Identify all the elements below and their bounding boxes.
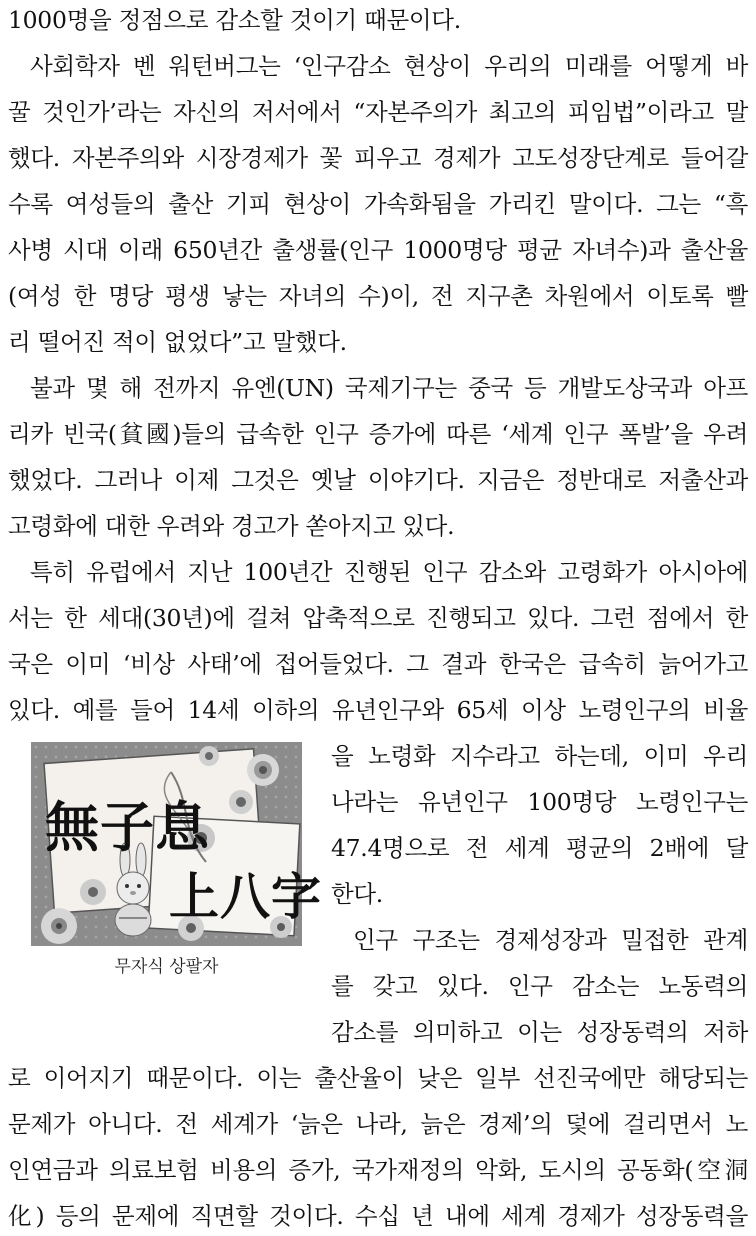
hanja-title-bottom: 上八字 <box>169 867 322 926</box>
body-line-4: 했다. 자본주의와 시장경제가 꽃 피우고 경제가 고도성장단계로 들어갈 <box>8 144 748 172</box>
body-line-14: 서는 한 세대(30년)에 걸쳐 압축적으로 진행되고 있다. 그런 점에서 한 <box>8 604 748 632</box>
illustration-figure <box>31 742 322 946</box>
body-line-25: 문제가 아니다. 전 세계가 ‘늙은 나라, 늙은 경제’의 덫에 걸리면서 노 <box>8 1110 748 1138</box>
body-line-3: 꿀 것인가’라는 자신의 저서에서 “자본주의가 최고의 피임법”이라고 말 <box>8 98 748 126</box>
hanja-title-top: 無子息 <box>45 795 210 859</box>
body-line-13: 특히 유럽에서 지난 100년간 진행된 인구 감소와 고령화가 아시아에 <box>30 558 748 586</box>
body-line-9: 불과 몇 해 전까지 유엔(UN) 국제기구는 중국 등 개발도상국과 아프 <box>30 374 748 402</box>
body-line-2: 사회학자 벤 워턴버그는 ‘인구감소 현상이 우리의 미래를 어떻게 바 <box>30 52 748 80</box>
body-line-27: 化) 등의 문제에 직면할 것이다. 수십 년 내에 세계 경제가 성장동력을 <box>8 1202 748 1230</box>
body-line-20: 한다. <box>331 880 383 908</box>
body-line-11: 했었다. 그러나 이제 그것은 옛날 이야기다. 지금은 정반대로 저출산과 <box>8 466 748 494</box>
body-line-8: 리 떨어진 적이 없었다”고 말했다. <box>8 328 347 356</box>
body-line-10: 리카 빈국(貧國)들의 급속한 인구 증가에 따른 ‘세계 인구 폭발’을 우려 <box>8 420 748 448</box>
body-line-12: 고령화에 대한 우려와 경고가 쏟아지고 있다. <box>8 512 455 540</box>
body-line-23: 감소를 의미하고 이는 성장동력의 저하 <box>331 1018 748 1046</box>
flower-icon-6 <box>80 879 106 905</box>
body-line-7: (여성 한 명당 평생 낳는 자녀의 수)이, 전 지구촌 차원에서 이토록 빨 <box>8 282 748 310</box>
figure-caption: 무자식 상팔자 <box>114 957 219 977</box>
body-line-5: 수록 여성들의 출산 기피 현상이 가속화됨을 가리킨 말이다. 그는 “흑 <box>8 190 748 218</box>
body-line-24: 로 이어지기 때문이다. 이는 출산율이 낮은 일부 선진국에만 해당되는 <box>8 1064 748 1092</box>
flower-icon-2 <box>229 790 253 814</box>
body-line-19: 47.4명으로 전 세계 평균의 2배에 달 <box>331 834 748 862</box>
body-line-26: 인연금과 의료보험 비용의 증가, 국가재정의 악화, 도시의 공동화(空洞 <box>8 1156 748 1184</box>
flower-bunny-illustration-icon <box>31 742 322 946</box>
flower-icon-3 <box>199 746 219 766</box>
body-line-6: 사병 시대 이래 650년간 출생률(인구 1000명당 평균 자녀수)과 출산율 <box>8 236 748 264</box>
body-line-22: 를 갖고 있다. 인구 감소는 노동력의 <box>331 972 748 1000</box>
body-line-15: 국은 이미 ‘비상 사태’에 접어들었다. 그 결과 한국은 급속히 늙어가고 <box>8 650 748 678</box>
body-line-17: 을 노령화 지수라고 하는데, 이미 우리 <box>331 742 748 770</box>
flower-icon-5 <box>41 908 77 944</box>
body-line-1: 1000명을 정점으로 감소할 것이기 때문이다. <box>8 6 461 34</box>
flower-icon-1 <box>247 754 279 786</box>
body-line-16: 있다. 예를 들어 14세 이하의 유년인구와 65세 이상 노령인구의 비율 <box>8 696 748 724</box>
body-line-18: 나라는 유년인구 100명당 노령인구는 <box>331 788 748 816</box>
body-line-21: 인구 구조는 경제성장과 밀접한 관계 <box>353 926 748 954</box>
